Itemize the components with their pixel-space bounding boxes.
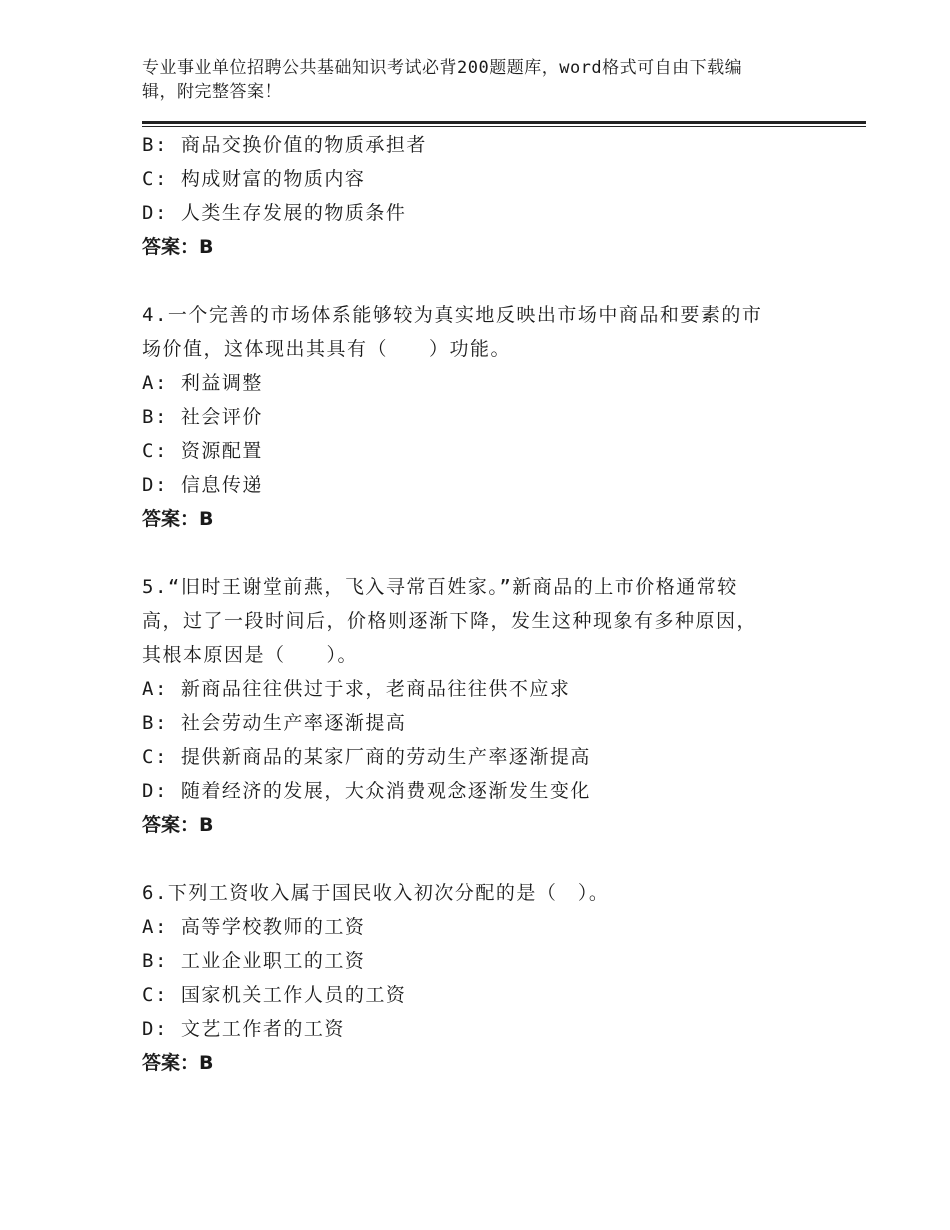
- option-a: A: 高等学校教师的工资: [142, 916, 366, 938]
- question-6: [142, 876, 832, 1080]
- option-b: B: 社会评价: [142, 406, 263, 428]
- option-d: D: 随着经济的发展，大众消费观念逐渐发生变化: [142, 780, 591, 802]
- question-4: [142, 298, 832, 536]
- option-c: C: 提供新商品的某家厂商的劳动生产率逐渐提高: [142, 746, 591, 768]
- answer-line: 答案：B: [142, 814, 214, 836]
- option-b: B: 工业企业职工的工资: [142, 950, 366, 972]
- page-header: [142, 56, 802, 104]
- answer-line: 答案：B: [142, 1052, 214, 1074]
- answer-line: 答案：B: [142, 508, 214, 530]
- option-d: D: 文艺工作者的工资: [142, 1018, 345, 1040]
- option-a: A: 利益调整: [142, 372, 263, 394]
- option-d: D: 信息传递: [142, 474, 263, 496]
- question-text-line: 其根本原因是（ ）。: [142, 644, 359, 666]
- question-5: [142, 570, 832, 842]
- option-b: B: 社会劳动生产率逐渐提高: [142, 712, 407, 734]
- question-list: [142, 128, 832, 1080]
- option-b: B: 商品交换价值的物质承担者: [142, 134, 427, 156]
- spacer: [142, 842, 832, 876]
- option-a: A: 新商品往往供过于求，老商品往往供不应求: [142, 678, 571, 700]
- option-c: C: 国家机关工作人员的工资: [142, 984, 407, 1006]
- option-d: D: 人类生存发展的物质条件: [142, 202, 407, 224]
- question-text-line: 6.下列工资收入属于国民收入初次分配的是（ ）。: [142, 882, 610, 904]
- header-line-2: 辑，附完整答案！: [142, 82, 282, 102]
- question-text-line: 4.一个完善的市场体系能够较为真实地反映出市场中商品和要素的市: [142, 304, 763, 326]
- question-text-line: 场价值，这体现出其具有（ ）功能。: [142, 338, 512, 360]
- header-line-1: 专业事业单位招聘公共基础知识考试必背200题题库，word格式可自由下载编: [142, 58, 743, 78]
- header-rule-thick: [142, 121, 866, 124]
- header-rule-thin: [142, 126, 866, 127]
- answer-line: 答案：B: [142, 236, 214, 258]
- question-text-line: 高，过了一段时间后，价格则逐渐下降，发生这种现象有多种原因，: [142, 610, 758, 632]
- spacer: [142, 264, 832, 298]
- option-c: C: 资源配置: [142, 440, 263, 462]
- question-text-line: 5.“旧时王谢堂前燕，飞入寻常百姓家。”新商品的上市价格通常较: [142, 576, 738, 598]
- option-c: C: 构成财富的物质内容: [142, 168, 366, 190]
- question-3-tail: [142, 128, 832, 264]
- spacer: [142, 536, 832, 570]
